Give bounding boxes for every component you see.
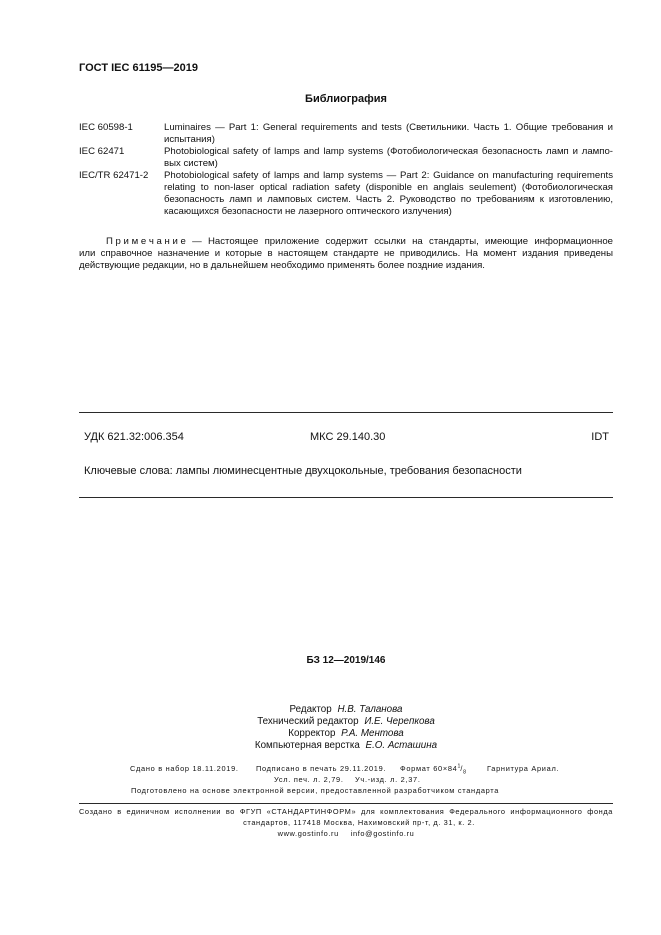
publisher-contacts bbox=[79, 829, 613, 839]
entry-text-line: relating to non-laser optical radiation safety (disponible en anglais seulement) (Фотобиологическая bbox=[164, 182, 613, 193]
print-typeface: Гарнитура Ариал. bbox=[487, 764, 560, 773]
divider bbox=[79, 412, 613, 413]
publisher-website: www.gostinfo.ru bbox=[277, 829, 339, 838]
print-signed-date: Подписано в печать 29.11.2019. bbox=[256, 764, 387, 773]
note-text: — Настоящее приложение содержит ссылки на стандарты, имеющие информационное bbox=[192, 236, 613, 247]
credit-role: Компьютерная верстка bbox=[254, 740, 360, 751]
credit-name: Н.В. Таланова bbox=[337, 704, 403, 715]
print-typeset-date: Сдано в набор 18.11.2019. bbox=[130, 764, 239, 773]
credit-proofreader bbox=[79, 728, 613, 740]
udk-code: УДК 621.32:006.354 bbox=[84, 431, 184, 443]
entry-text-line: испытания) bbox=[164, 134, 215, 145]
credit-layout bbox=[79, 740, 613, 752]
credit-role: Редактор bbox=[289, 704, 332, 715]
credit-editor bbox=[79, 704, 613, 716]
print-printed-sheets: Усл. печ. л. 2,79. bbox=[274, 775, 344, 784]
keywords: Ключевые слова: лампы люминесцентные двухцокольные, требования безопасности bbox=[84, 465, 522, 477]
entry-code: IEC 62471 bbox=[79, 146, 125, 157]
note-label: П р и м е ч а н и е bbox=[106, 236, 186, 247]
credit-technical-editor bbox=[79, 716, 613, 728]
mks-code: МКС 29.140.30 bbox=[310, 431, 386, 443]
print-format-slash: / bbox=[460, 764, 464, 773]
entry-text-line: Luminaires — Part 1: General requirements and tests (Светильники. Часть 1. Общие требования и bbox=[164, 122, 613, 133]
print-format-denominator: 8 bbox=[463, 769, 467, 776]
publisher-email: info@gostinfo.ru bbox=[350, 829, 415, 838]
credit-name: Е.О. Асташина bbox=[365, 740, 438, 751]
credit-role: Корректор bbox=[288, 728, 336, 739]
entry-code: IEC 60598-1 bbox=[79, 122, 133, 133]
divider bbox=[79, 803, 613, 804]
note-line bbox=[106, 236, 613, 248]
entry-text-line: Photobiological safety of lamps and lamp systems — Part 2: Guidance on manufacturing requirements bbox=[164, 170, 613, 181]
publisher-statement: Создано в единичном исполнении во ФГУП «СТАНДАРТИНФОРМ» для комплектования Федерального информационного фонда bbox=[79, 807, 613, 816]
print-format-numerator: 1 bbox=[457, 763, 461, 770]
entry-text-line: Photobiological safety of lamps and lamp systems (Фотобиологическая безопасность ламп и лампо- bbox=[164, 146, 613, 157]
note-line: или справочное назначение и которые в настоящем стандарте не приводились. На момент издания приведены bbox=[79, 248, 613, 259]
divider bbox=[79, 497, 613, 498]
note-line: действующие редакции, но в дальнейшем необходимо применять более поздние издания. bbox=[79, 260, 485, 271]
entry-text-line: безопасность ламп и ламповых систем. Часть 2. Руководство по требованиям к изготовлению, bbox=[164, 194, 613, 205]
credit-role: Технический редактор bbox=[257, 716, 359, 727]
credit-name: Р.А. Ментова bbox=[341, 728, 404, 739]
equivalence-code: IDT bbox=[591, 431, 609, 443]
entry-text-line: вых систем) bbox=[164, 158, 218, 169]
bibliography-title: Библиография bbox=[305, 93, 387, 105]
print-format-label: Формат 60×84 bbox=[400, 764, 458, 773]
entry-text-line: касающихся безопасности не лазерного оптического излучения) bbox=[164, 206, 452, 217]
publisher-address: стандартов, 117418 Москва, Нахимовский пр-т, д. 31, к. 2. bbox=[243, 818, 475, 827]
print-prepared-note: Подготовлено на основе электронной версии, предоставленной разработчиком стандарта bbox=[131, 786, 500, 795]
credit-name: И.Е. Черепкова bbox=[364, 716, 435, 727]
print-publisher-sheets: Уч.-изд. л. 2,37. bbox=[355, 775, 421, 784]
document-code-header: ГОСТ IEC 61195—2019 bbox=[79, 62, 198, 74]
entry-code: IEC/TR 62471-2 bbox=[79, 170, 149, 181]
print-format bbox=[400, 764, 466, 774]
publication-code: БЗ 12—2019/146 bbox=[306, 655, 386, 666]
